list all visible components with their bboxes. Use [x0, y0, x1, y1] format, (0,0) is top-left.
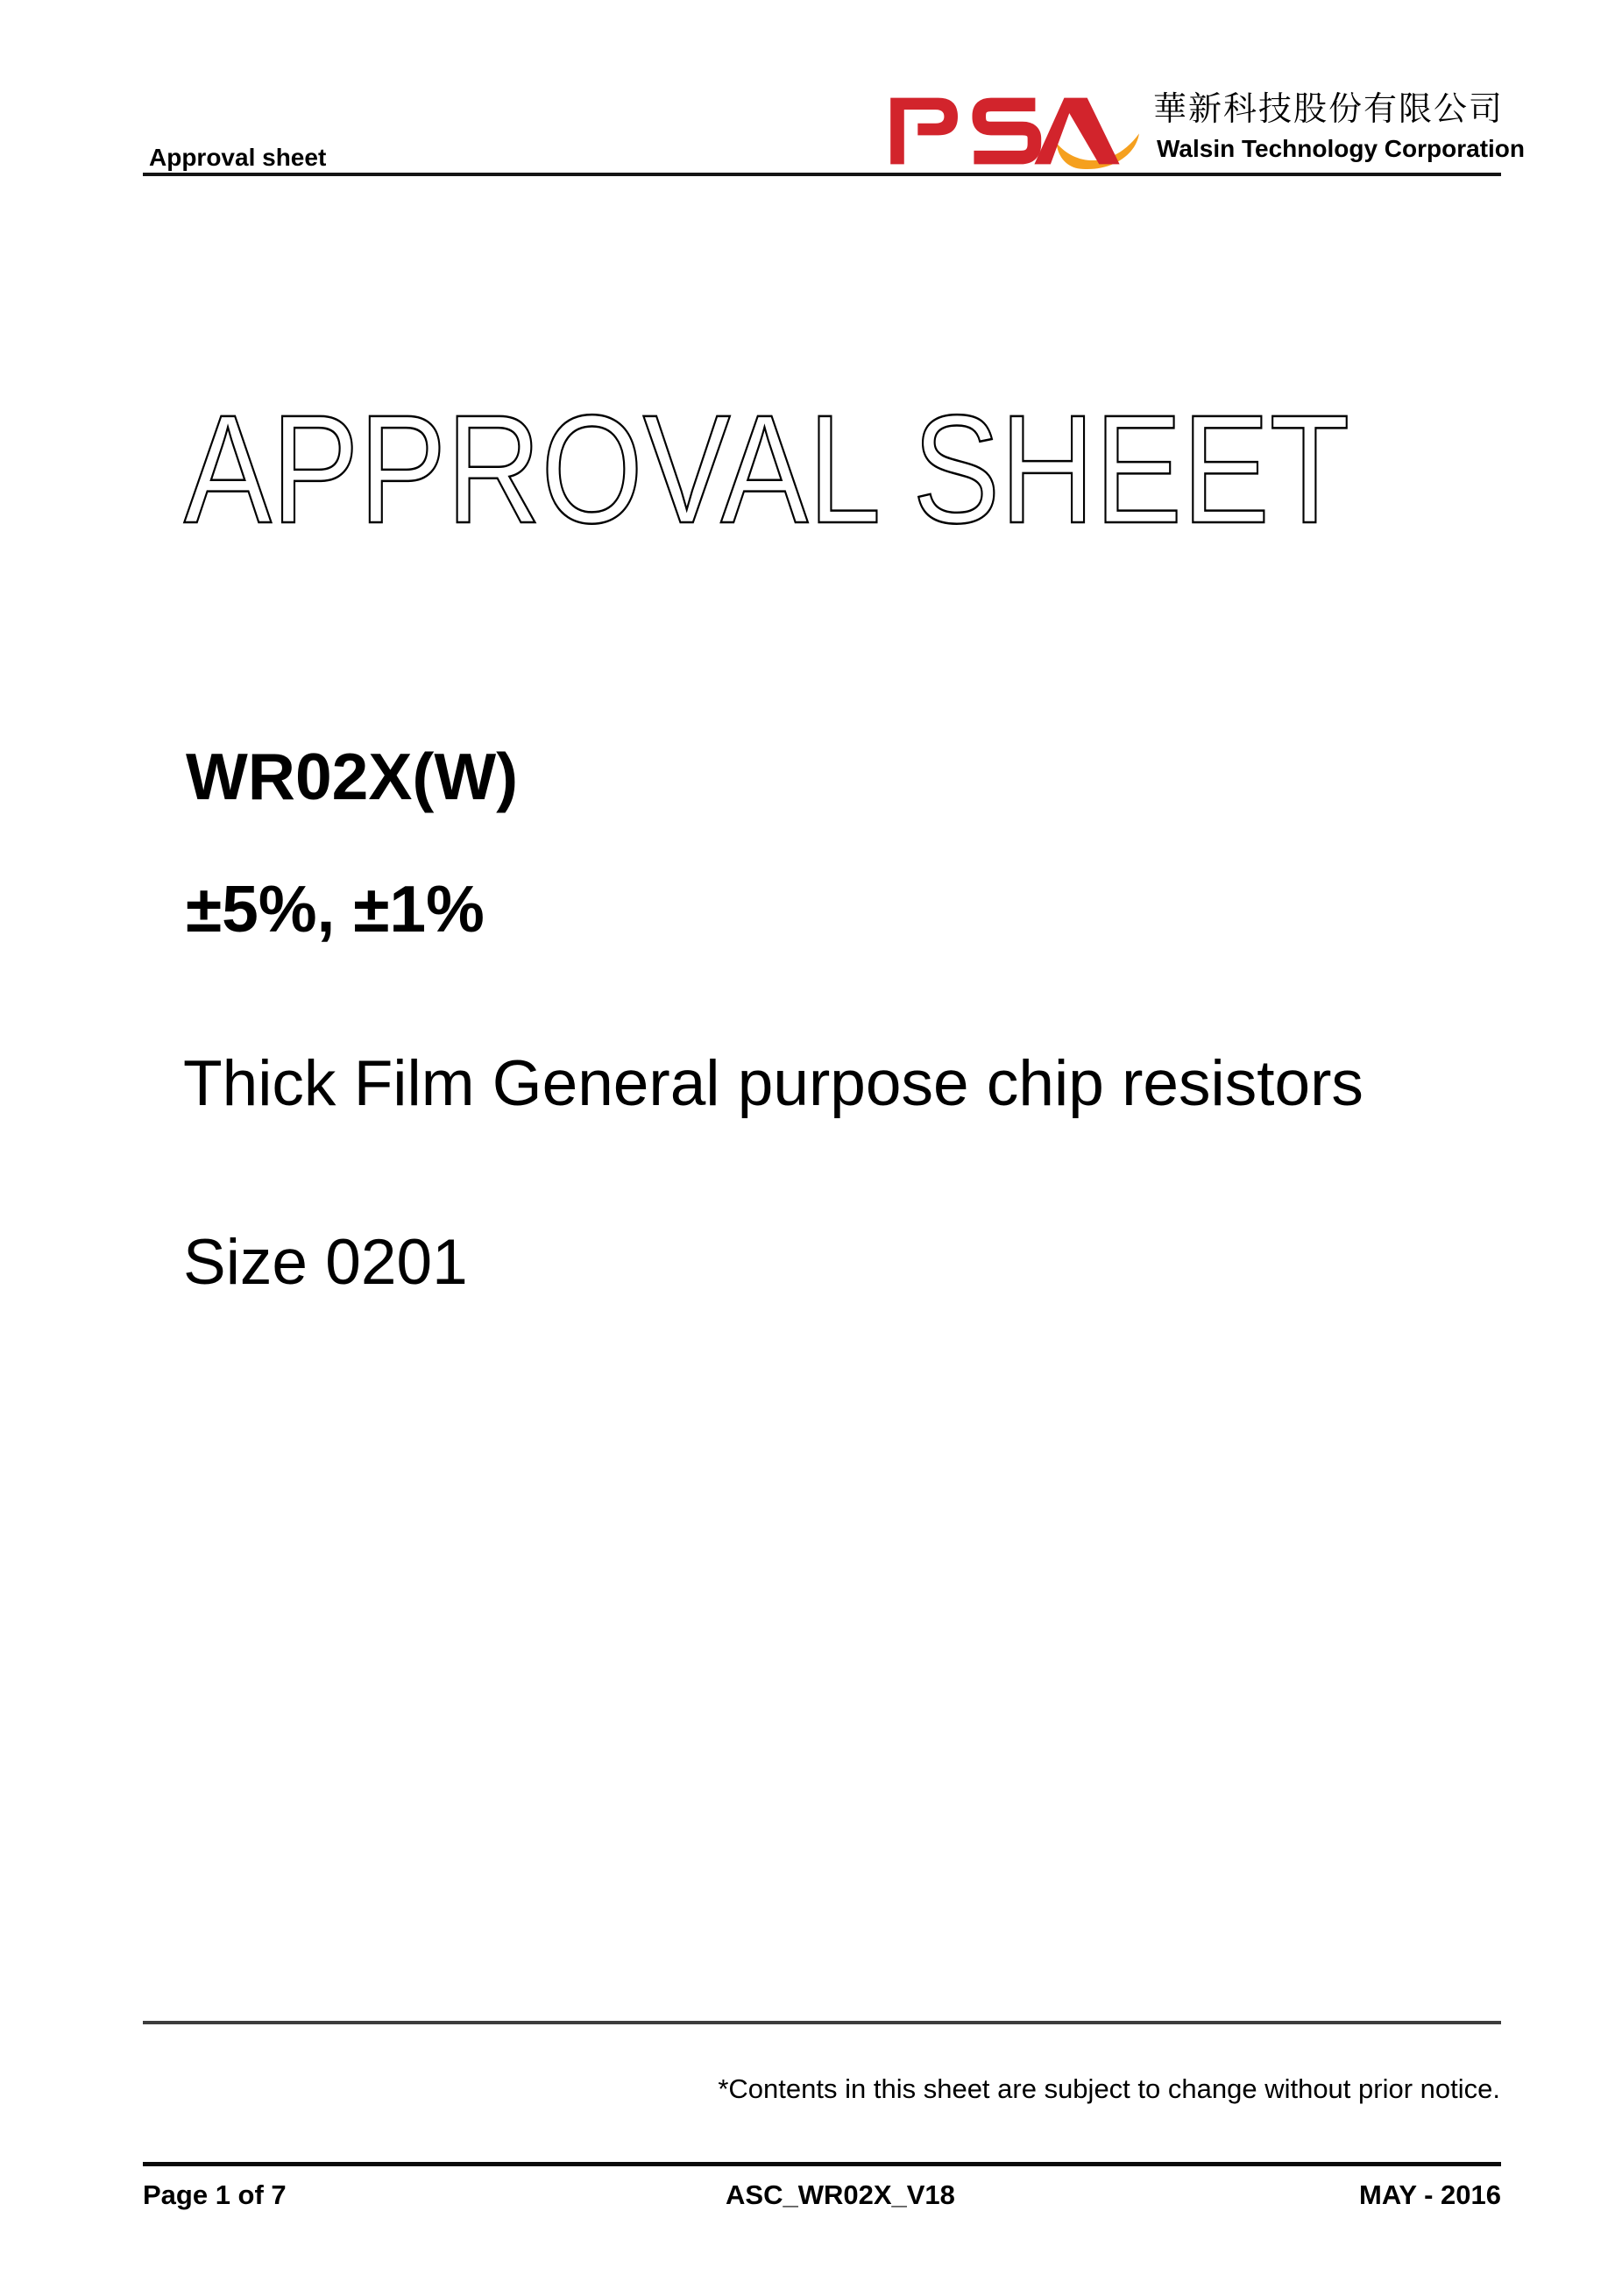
- logo-letter-s: [974, 104, 1035, 157]
- psa-logo-icon: [889, 85, 1145, 175]
- header-divider: [143, 173, 1501, 176]
- note-divider: [143, 2021, 1501, 2024]
- logo-letter-a: [1034, 98, 1119, 165]
- footer-page-number: Page 1 of 7: [143, 2179, 287, 2210]
- change-notice-text: *Contents in this sheet are subject to change without prior notice.: [718, 2073, 1500, 2104]
- footer-date: MAY - 2016: [1359, 2179, 1501, 2210]
- product-description-label: Thick Film General purpose chip resistors: [183, 1048, 1363, 1119]
- company-name-english: Walsin Technology Corporation: [1157, 135, 1525, 162]
- header-doc-type-label: Approval sheet: [149, 144, 327, 171]
- product-tolerance-label: ±5%, ±1%: [186, 872, 485, 946]
- product-series-label: WR02X(W): [186, 740, 519, 813]
- logo-letter-p: [890, 98, 958, 165]
- company-name-chinese: 華新科技股份有限公司: [1153, 91, 1505, 128]
- page-title: APPROVAL SHEET: [184, 384, 1350, 556]
- footer-document-code: ASC_WR02X_V18: [726, 2179, 955, 2210]
- product-size-label: Size 0201: [183, 1227, 468, 1298]
- footer-divider: [143, 2162, 1501, 2166]
